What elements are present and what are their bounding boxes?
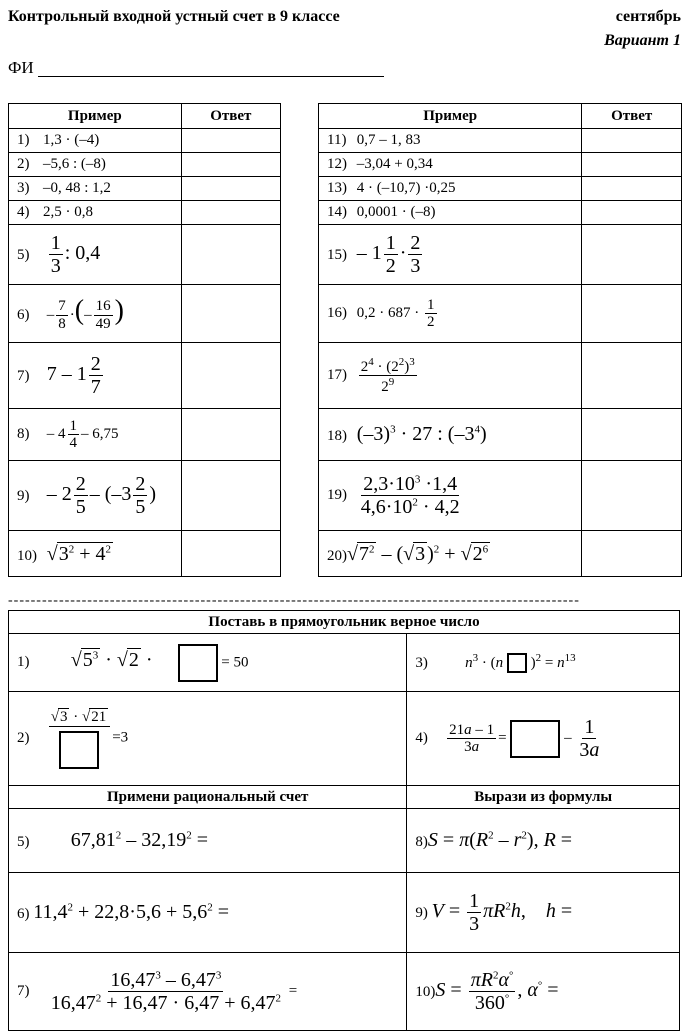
example-13: 13) 4 · (–10,7) ·0,25 [319,177,582,201]
cut-line: ----------------------------------------------------------------------------------------------------- [8,593,580,608]
express-task-9: 9) V = $\frac{1}{3}$ $\pi R^2h$, h = [407,873,680,953]
answer-20[interactable] [582,531,682,577]
answer-header-right: Ответ [582,104,682,129]
example-6: 6) – $\frac{7}{8}$ ·(– $\frac{16}{49}$ ) [9,285,182,343]
answer-1[interactable] [181,129,280,153]
example-11: 11) 0,7 – 1, 83 [319,129,582,153]
answer-19[interactable] [582,461,682,531]
variant-label: Вариант 1 [604,32,681,49]
example-header: Пример [9,104,182,129]
example-9: 9) – 2 $\frac{2}{5}$ – (–3 $\frac{2}{5}$ ) [9,461,182,531]
example-14: 14) 0,0001 · (–8) [319,201,582,225]
example-12: 12) –3,04 + 0,34 [319,153,582,177]
answer-box-3[interactable] [507,653,527,673]
answer-14[interactable] [582,201,682,225]
answer-5[interactable] [181,225,280,285]
answer-11[interactable] [582,129,682,153]
answer-6[interactable] [181,285,280,343]
example-18: 18) $(-3)^3 \cdot 27$ : $(-3^4)$ [319,409,582,461]
rational-task-7: 7) $\frac{16,47^3 - 6,47^3}{16,47^2 + 16,47 \cdot 6,47 + 6,47^2}$ = [9,953,407,1031]
answer-header: Ответ [181,104,280,129]
example-17: 17) $\frac{2^4 \cdot (2^2)^3}{2^9}$ [319,343,582,409]
example-1: 1) 1,3 · (–4) [9,129,182,153]
example-16: 16) 0,2 · 687 · $\frac{1}{2}$ [319,285,582,343]
answer-box-1[interactable] [178,644,218,682]
answer-18[interactable] [582,409,682,461]
name-label: ФИ [8,58,34,77]
answer-box-4[interactable] [510,720,560,758]
example-2: 2) –5,6 : (–8) [9,153,182,177]
box-section-title: Поставь в прямоугольник верное число [9,611,680,634]
example-3: 3) –0, 48 : 1,2 [9,177,182,201]
answer-10[interactable] [181,531,280,577]
answer-8[interactable] [181,409,280,461]
month-label: сентябрь [615,8,681,25]
answer-13[interactable] [582,177,682,201]
example-15: 15) – 1 $\frac{1}{2}$ · $\frac{2}{3}$ [319,225,582,285]
example-10: 10) $√3^2 + 4^2$ [9,531,182,577]
answer-4[interactable] [181,201,280,225]
example-8: 8) – 4 $\frac{1}{4}$ – 6,75 [9,409,182,461]
answer-7[interactable] [181,343,280,409]
example-7: 7) 7 – 1 $\frac{2}{7}$ [9,343,182,409]
right-table [318,103,682,577]
box-task-3: 3) $n^3 \cdot (n$ )$^2 = n^{13}$ [407,634,680,692]
rational-task-6: 6) $11,4^2 + 22,8\cdot 5,6 + 5,6^2$ = [9,873,407,953]
answer-15[interactable] [582,225,682,285]
answer-2[interactable] [181,153,280,177]
express-task-8: $8)S = \pi(R^2 - r^2)$, R = [407,809,680,873]
left-table [8,103,281,577]
example-19: 19) $\frac{2,3\cdot 10^3 \cdot 1,4}{4,6\cdot 10^2 \cdot 4,2}$ [319,461,582,531]
answer-box-2[interactable] [59,731,99,769]
page-title: Контрольный входной устный счет в 9 классе [8,8,340,25]
box-task-1: 1) $√5^3 \cdot √2$ · = 50 [9,634,407,692]
answer-17[interactable] [582,343,682,409]
example-4: 4) 2,5 · 0,8 [9,201,182,225]
example-20: $20)√7^2 - (√3$ )$^2 + √2^6$ [319,531,582,577]
example-5: 5) $\frac{1}{3}$ : 0,4 [9,225,182,285]
answer-3[interactable] [181,177,280,201]
express-task-10: 10)S = $\frac{\pi R^2\alpha^\circ}{360^\circ}$ , α° = [407,953,680,1031]
box-task-4: 4) $\frac{21a - 1}{3a}$ = – $\frac{1}{3a}$ [407,692,680,786]
answer-9[interactable] [181,461,280,531]
express-title: Вырази из формулы [407,786,680,809]
answer-16[interactable] [582,285,682,343]
box-task-2: 2) √3 · √21 =3 [9,692,407,786]
rational-task-5: 5) $67,81^2 - 32,19^2$ = [9,809,407,873]
name-line[interactable] [38,76,384,77]
answer-12[interactable] [582,153,682,177]
example-header-right: Пример [319,104,582,129]
rational-title: Примени рациональный счет [9,786,407,809]
bottom-table [8,610,680,1031]
